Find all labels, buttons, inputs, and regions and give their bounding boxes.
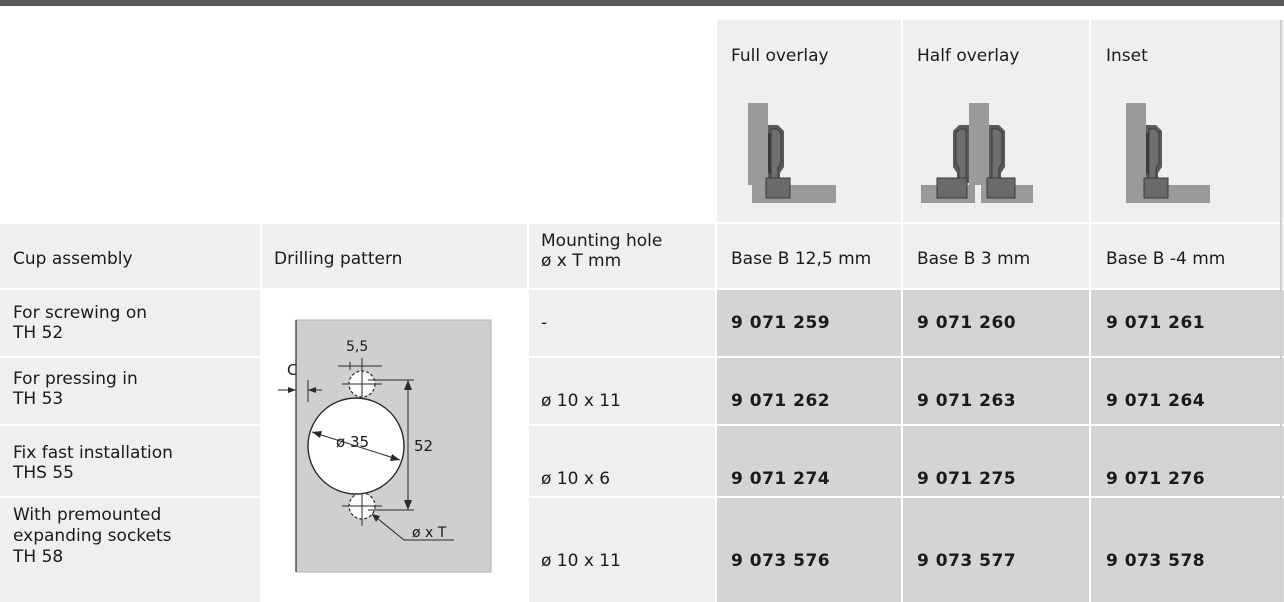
column-divider <box>1089 20 1091 602</box>
row-cup-label: Fix fast installation THS 55 <box>13 443 173 483</box>
col-header-base-half: Base B 3 mm <box>917 249 1031 269</box>
column-divider <box>1280 20 1282 602</box>
col-header-base-full: Base B 12,5 mm <box>731 249 872 269</box>
article-number: 9 071 261 <box>1106 313 1206 333</box>
article-number: 9 071 260 <box>917 313 1017 333</box>
col-header-base-inset: Base B -4 mm <box>1106 249 1226 269</box>
dim-label-diameter: ø 35 <box>336 433 370 451</box>
row-divider <box>527 496 1284 498</box>
article-number: 9 073 577 <box>917 551 1017 571</box>
dim-label-height: 52 <box>414 437 434 455</box>
variant-label-half: Half overlay <box>917 46 1020 66</box>
article-number: 9 071 264 <box>1106 391 1206 411</box>
row-mount-value: ø 10 x 11 <box>541 391 621 411</box>
row-cup-label: For screwing on TH 52 <box>13 303 148 343</box>
variant-label-inset: Inset <box>1106 46 1148 66</box>
article-number: 9 071 262 <box>731 391 831 411</box>
dim-label-c: C <box>287 361 298 379</box>
article-number: 9 071 275 <box>917 469 1017 489</box>
row-mount-value: ø 10 x 11 <box>541 551 621 571</box>
row-mount-value: - <box>541 313 548 333</box>
dim-label-hole: ø x T <box>412 525 447 541</box>
row-divider <box>0 356 262 358</box>
article-number: 9 071 276 <box>1106 469 1206 489</box>
variant-label-full: Full overlay <box>731 46 829 66</box>
col-header-cup-assembly: Cup assembly <box>13 249 133 269</box>
col-header-drilling-pattern: Drilling pattern <box>274 249 403 269</box>
column-divider <box>527 224 529 602</box>
article-number: 9 071 259 <box>731 313 831 333</box>
column-divider <box>901 20 903 602</box>
row-divider <box>0 496 262 498</box>
inset-hinge-icon <box>1126 103 1216 205</box>
article-number: 9 071 274 <box>731 469 831 489</box>
article-number: 9 073 576 <box>731 551 831 571</box>
article-number: 9 073 578 <box>1106 551 1206 571</box>
half-overlay-hinge-icon <box>921 103 1033 205</box>
column-divider <box>260 224 262 602</box>
row-mount-value: ø 10 x 6 <box>541 469 611 489</box>
col-header-mounting-hole: Mounting hole ø x T mm <box>541 231 663 271</box>
top-banner <box>0 0 1284 6</box>
row-divider <box>527 424 1284 426</box>
row-divider <box>0 424 262 426</box>
dim-label-top: 5,5 <box>346 339 369 355</box>
drilling-pattern-drawing <box>272 318 520 574</box>
column-divider <box>715 20 717 602</box>
article-number: 9 071 263 <box>917 391 1017 411</box>
row-divider <box>527 356 1284 358</box>
row-cup-label: With premounted expanding sockets TH 58 <box>13 505 172 567</box>
full-overlay-hinge-icon <box>748 103 838 205</box>
row-cup-label: For pressing in TH 53 <box>13 369 138 409</box>
